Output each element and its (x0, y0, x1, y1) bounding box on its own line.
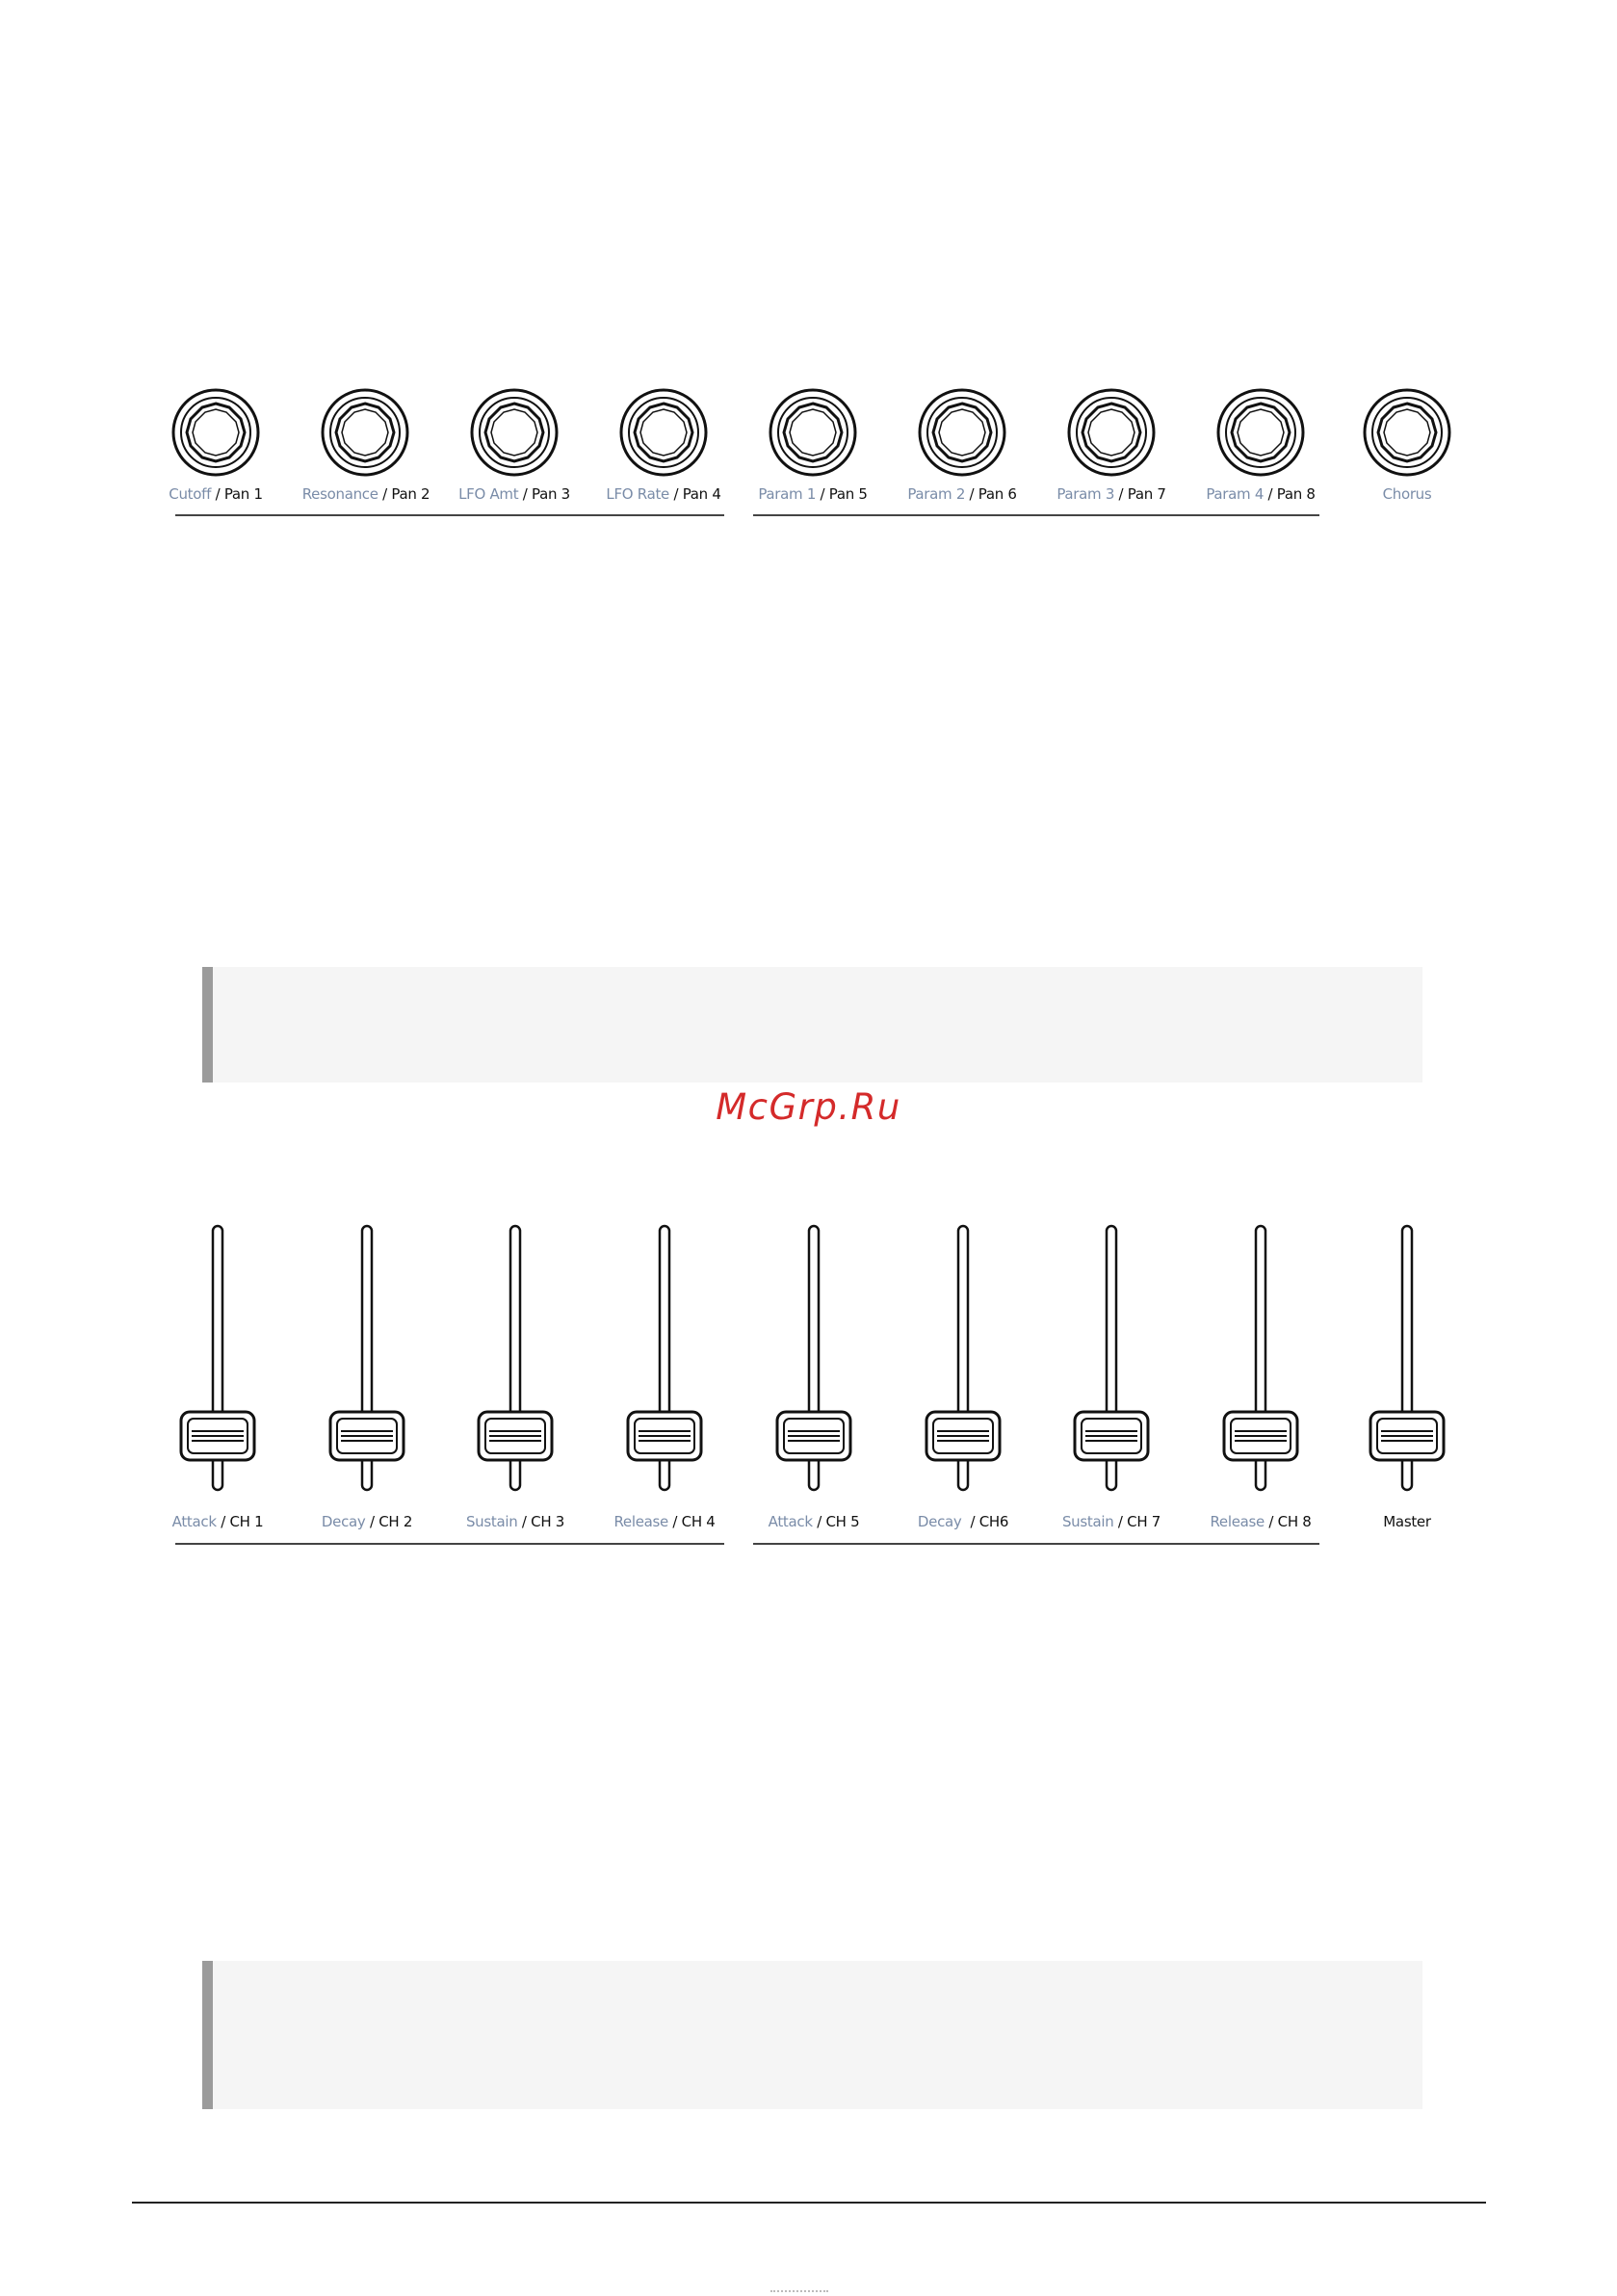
fader-label-4: Release / CH 4 (613, 1513, 716, 1530)
knob-label-2: Resonance / Pan 2 (301, 485, 430, 503)
knob-label-7: Param 3 / Pan 7 (1056, 485, 1166, 503)
fader-1[interactable] (174, 1223, 261, 1493)
fader-master[interactable] (1364, 1223, 1450, 1493)
fader-5[interactable] (770, 1223, 857, 1493)
param-3-knob[interactable] (1065, 386, 1158, 479)
knob-label-5: Param 1 / Pan 5 (758, 485, 868, 503)
note-box-1 (202, 967, 1422, 1083)
watermark: McGrp.Ru (716, 1086, 901, 1128)
knob-group-1-divider (175, 514, 724, 516)
fader-3[interactable] (472, 1223, 559, 1493)
fader-label-8: Release / CH 8 (1210, 1513, 1312, 1530)
knob-label-3: LFO Amt / Pan 3 (458, 485, 570, 503)
fader-4[interactable] (621, 1223, 708, 1493)
param-2-knob[interactable] (916, 386, 1008, 479)
fader-6[interactable] (920, 1223, 1006, 1493)
fader-label-7: Sustain / CH 7 (1061, 1513, 1161, 1530)
fader-label-5: Attack / CH 5 (768, 1513, 860, 1530)
knob-label-6: Param 2 / Pan 6 (907, 485, 1017, 503)
resonance-knob[interactable] (319, 386, 411, 479)
knob-label-4: LFO Rate / Pan 4 (606, 485, 721, 503)
fader-label-6: Decay / CH6 (917, 1513, 1009, 1530)
note-box-2 (202, 1961, 1422, 2109)
chorus-knob[interactable] (1361, 386, 1453, 479)
fader-label-2: Decay / CH 2 (321, 1513, 413, 1530)
knob-label-9: Chorus (1382, 485, 1432, 503)
fader-label-3: Sustain / CH 3 (465, 1513, 565, 1530)
lfo-amt-knob[interactable] (468, 386, 561, 479)
fader-group-2-divider (753, 1543, 1319, 1545)
knob-group-2-divider (753, 514, 1319, 516)
fader-label-master: Master (1383, 1513, 1431, 1530)
knob-label-8: Param 4 / Pan 8 (1206, 485, 1316, 503)
cutoff-knob[interactable] (170, 386, 262, 479)
fader-7[interactable] (1068, 1223, 1155, 1493)
footer-rule (132, 2202, 1486, 2204)
fader-group-1-divider (175, 1543, 724, 1545)
fader-2[interactable] (324, 1223, 410, 1493)
param-4-knob[interactable] (1214, 386, 1307, 479)
param-1-knob[interactable] (767, 386, 859, 479)
fader-label-1: Attack / CH 1 (171, 1513, 264, 1530)
knob-label-1: Cutoff / Pan 1 (169, 485, 263, 503)
fader-8[interactable] (1217, 1223, 1304, 1493)
page-edge-mark (770, 2290, 828, 2296)
lfo-rate-knob[interactable] (617, 386, 710, 479)
